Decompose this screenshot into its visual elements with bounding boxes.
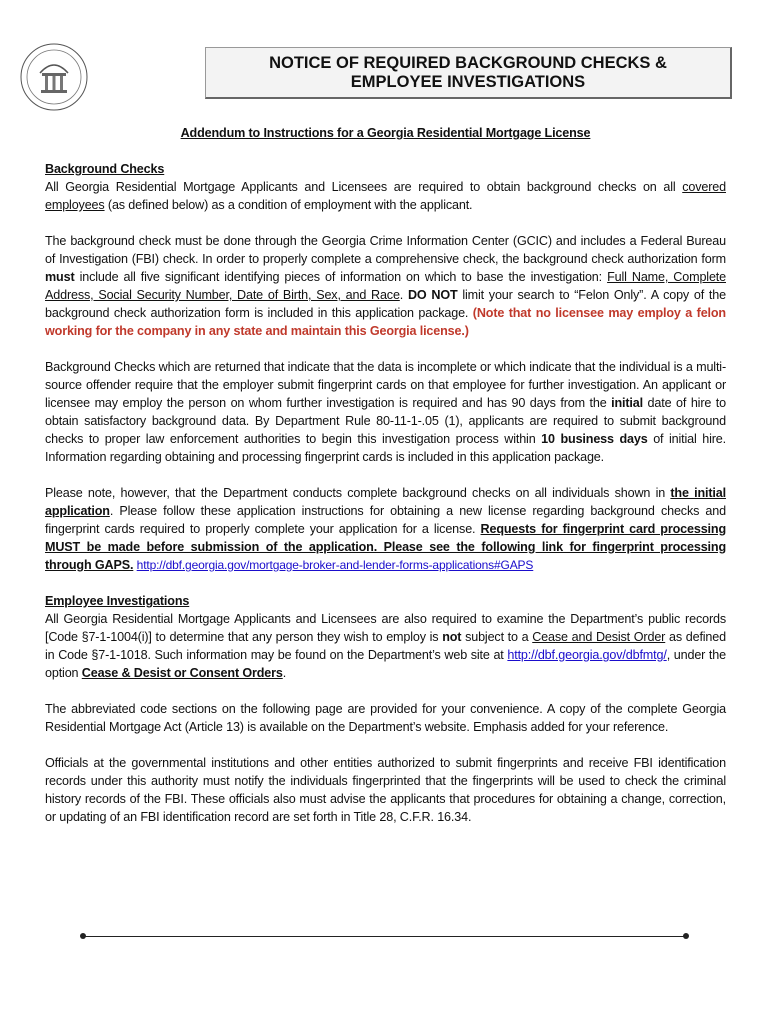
text: (as defined below) as a condition of employment with the applicant. bbox=[104, 198, 473, 212]
subtitle: Addendum to Instructions for a Georgia Residential Mortgage License bbox=[180, 126, 591, 140]
gaps-link[interactable]: http://dbf.georgia.gov/mortgage-broker-and-lender-forms-applications#GAPS bbox=[136, 558, 534, 572]
document-title bbox=[205, 47, 732, 99]
background-checks-intro bbox=[45, 160, 726, 214]
dbfmtg-link[interactable]: http://dbf.georgia.gov/dbfmtg/ bbox=[507, 648, 667, 662]
text: subject to a bbox=[461, 630, 533, 644]
identifying-info-list: Full Name, Complete Address, Social Security Number, Date of Birth, Sex, and Race bbox=[45, 270, 726, 302]
employee-investigations-intro bbox=[45, 592, 726, 682]
emphasis-10-business-days: 10 business days bbox=[541, 432, 648, 446]
emphasis-do-not: DO NOT bbox=[407, 288, 458, 302]
fingerprint-requirements bbox=[45, 358, 726, 466]
footer-divider bbox=[82, 936, 687, 937]
text: of initial hire. Information regarding obtaining and processing fingerprint cards is included in this application package. bbox=[45, 432, 727, 464]
code-sections-note: The abbreviated code sections on the following page are provided for your convenience. A copy of the complete Georgia Residential Mortgage Act (Article 13) is available on the Department’s website. Emphasis added for your reference. bbox=[45, 702, 726, 734]
emphasis-initial-application: the initial application bbox=[45, 486, 726, 518]
section-heading-employee-investigations: Employee Investigations bbox=[45, 594, 190, 608]
text: Background Checks which are returned that indicate that the data is incomplete or which indicate that the individual is a multi-source offender require that the employer submit fingerprint cards on that employee for further investigation. An applicant or licensee may employ the person on whom further investigation is required and has 90 days from the bbox=[45, 360, 726, 410]
text: . bbox=[282, 666, 287, 680]
text: , under the option bbox=[45, 648, 726, 680]
text: The background check must be done through the Georgia Crime Information Center (GCIC) and includes a Federal Bureau of Investigation (FBI) check. In order to properly complete a comprehensive check, the background check authorization form bbox=[45, 234, 726, 266]
title-line-2: EMPLOYEE INVESTIGATIONS bbox=[350, 73, 586, 91]
cease-and-desist-term: Cease and Desist Order bbox=[532, 630, 666, 644]
cease-desist-option: Cease & Desist or Consent Orders bbox=[81, 666, 283, 680]
title-line-1: NOTICE OF REQUIRED BACKGROUND CHECKS & bbox=[269, 54, 667, 72]
department-note bbox=[45, 484, 726, 574]
emphasis-not: not bbox=[442, 630, 462, 644]
text: . Please follow these application instructions for obtaining a new license regarding background checks and fingerprint cards required to properly complete your application for a license. bbox=[45, 504, 726, 536]
emphasis-initial: initial bbox=[611, 396, 643, 410]
text: as defined in Code §7-1-1018. Such information may be found on the Department’s web site at bbox=[45, 630, 726, 662]
text: Please note, however, that the Department conducts complete background checks on all individuals shown in bbox=[45, 486, 671, 500]
fbi-officials-note: Officials at the governmental institutions and other entities authorized to submit fingerprints and receive FBI identification records under this authority must notify the individuals fingerprinted that the fingerprints will be used to check the criminal history records of the FBI. These officials also must advise the applicants that procedures for obtaining a change, correction, or updating of an FBI identification record are set forth in Title 28, C.F.R. 16.34. bbox=[45, 756, 726, 824]
georgia-state-seal-icon bbox=[20, 43, 88, 111]
text: All Georgia Residential Mortgage Applicants and Licensees are required to obtain background checks on all bbox=[45, 180, 683, 194]
divider-endpoint bbox=[683, 933, 689, 939]
felon-note: (Note that no licensee may employ a felon working for the company in any state and maintain this Georgia license.) bbox=[45, 306, 726, 338]
fingerprint-processing-note: Requests for fingerprint card processing MUST be made before submission of the application. Please see the following link for fingerprint processing through GAPS. bbox=[45, 522, 726, 572]
emphasis-must: must bbox=[45, 270, 75, 284]
background-check-requirements bbox=[45, 232, 726, 340]
section-heading-background-checks: Background Checks bbox=[45, 162, 165, 176]
text: include all five significant identifying pieces of information on which to base the investigation: bbox=[74, 270, 608, 284]
text: . bbox=[399, 288, 408, 302]
covered-employees-term: covered employees bbox=[45, 180, 726, 212]
text: limit your search to “Felon Only”. A copy of the background check authorization form is included in this application package. bbox=[45, 288, 726, 320]
text: date of hire to obtain satisfactory background data. By Department Rule 80-11-1-.05 (1), applicants are required to submit background checks to proper law enforcement authorities to begin this investigation process within bbox=[45, 396, 726, 446]
document-body bbox=[45, 124, 726, 844]
text: All Georgia Residential Mortgage Applicants and Licensees are also required to examine the Department’s public records [Code §7-1-1004(i)] to determine that any person they wish to employ is bbox=[45, 612, 726, 644]
